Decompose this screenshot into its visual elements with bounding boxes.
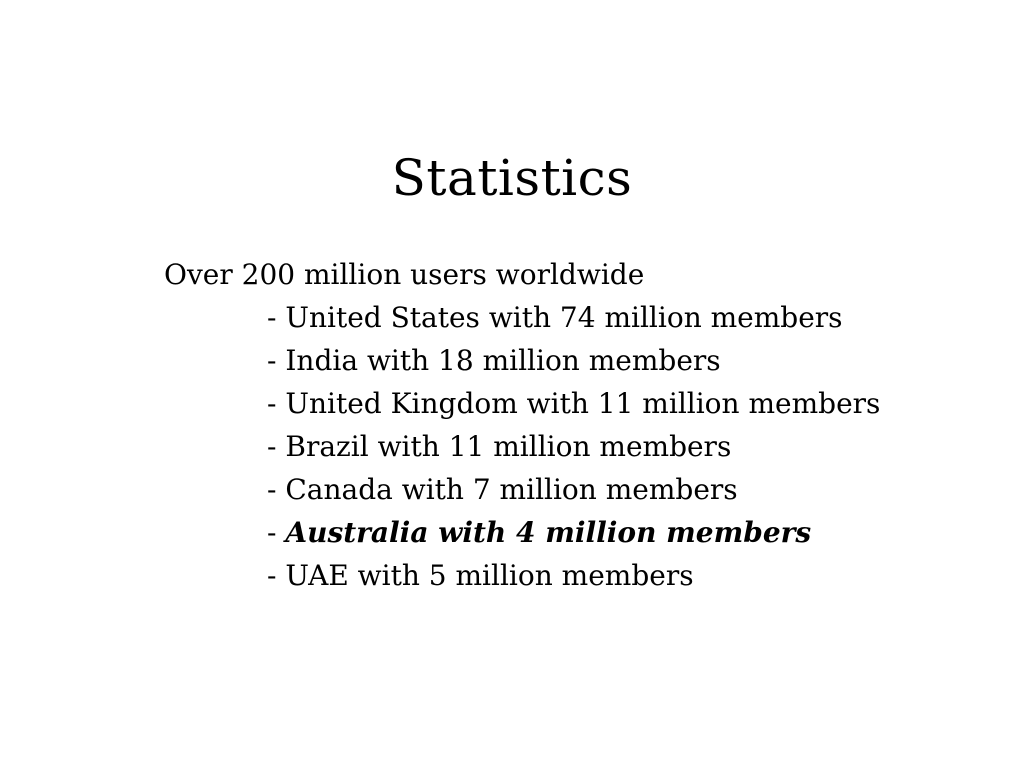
- list-item-india: [164, 339, 1004, 382]
- intro-line: Over 200 million users worldwide: [164, 258, 645, 291]
- bullet-dash: -: [267, 559, 286, 592]
- bullet-dash: -: [267, 516, 286, 549]
- list-item-text: India with 18 million members: [285, 344, 721, 377]
- list-item-text: Canada with 7 million members: [285, 473, 738, 506]
- list-item-text-emphasized: Australia with 4 million members: [285, 516, 812, 549]
- bullet-dash: -: [267, 387, 286, 420]
- slide-body: [164, 253, 1004, 597]
- list-item-brazil: [164, 425, 1004, 468]
- bullet-dash: -: [267, 344, 286, 377]
- list-item-united-kingdom: [164, 382, 1004, 425]
- list-item-united-states: [164, 296, 1004, 339]
- list-item-canada: [164, 468, 1004, 511]
- bullet-dash: -: [267, 473, 286, 506]
- list-item-australia: [164, 511, 1004, 554]
- list-item-uae: [164, 554, 1004, 597]
- list-item-text: UAE with 5 million members: [285, 559, 694, 592]
- slide-title: Statistics: [391, 149, 633, 207]
- bullet-dash: -: [267, 301, 286, 334]
- list-item-text: United States with 74 million members: [285, 301, 843, 334]
- list-item-text: United Kingdom with 11 million members: [285, 387, 881, 420]
- list-item-text: Brazil with 11 million members: [285, 430, 732, 463]
- bullet-dash: -: [267, 430, 286, 463]
